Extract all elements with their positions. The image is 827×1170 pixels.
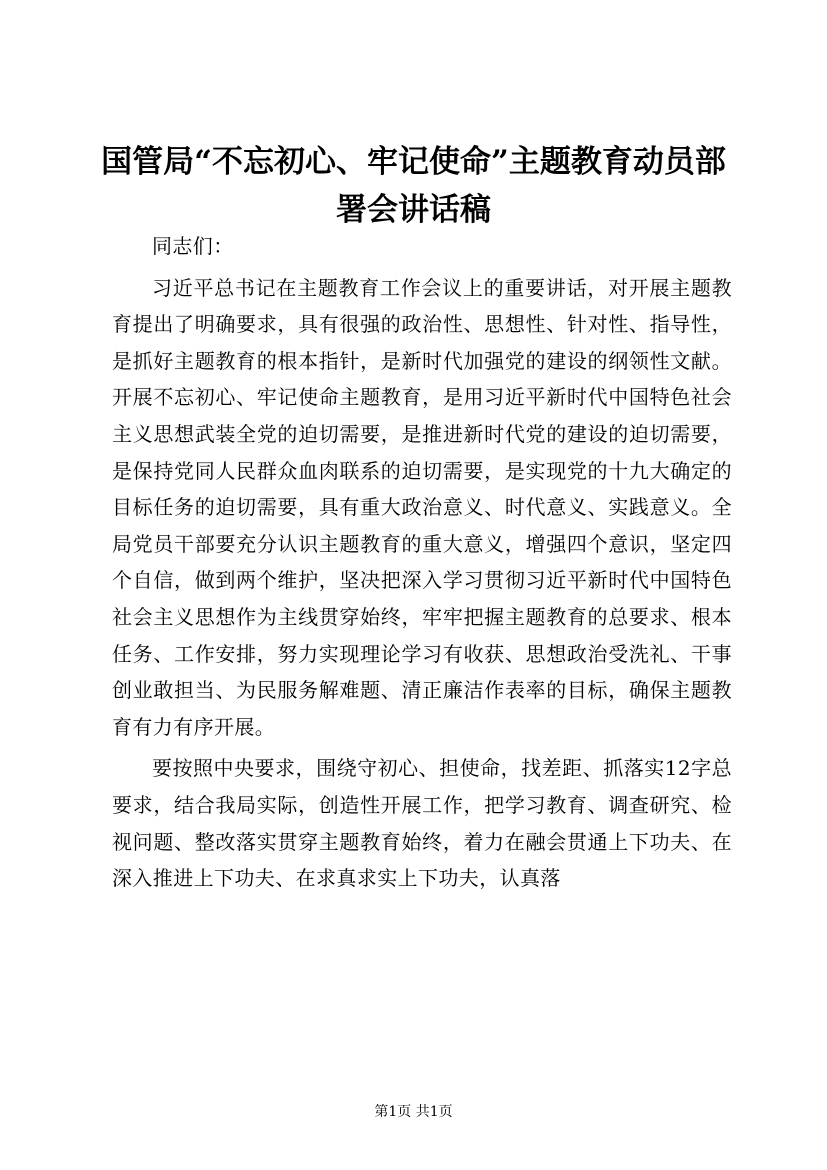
page-footer: 第1页 共1页 [374,1104,453,1120]
paragraph: 习近平总书记在主题教育工作会议上的重要讲话，对开展主题教育提出了明确要求，具有很强的政治性、思想性、针对性、指导性，是抓好主题教育的根本指针，是新时代加强党的建设的纲领性文献。开展不忘初心、牢记使命主题教育，是用习近平新时代中国特色社会主义思想武装全党的迫切需要，是推进新时代党的建设的迫切需要，是保持党同人民群众血肉联系的迫切需要，是实现党的十九大确定的目标任务的迫切需要，具有重大政治意义、时代意义、实践意义。全局党员干部要充分认识主题教育的重大意义，增强四个意识，坚定四个自信，做到两个维护，坚决把深入学习贯彻习近平新时代中国特色社会主义思想作为主线贯穿始终，牢牢把握主题教育的总要求、根本任务、工作安排，努力实现理论学习有收获、思想政治受洗礼、干事创业敢担当、为民服务解难题、清正廉洁作表率的目标，确保主题教育有力有序开展。 [112,275,732,739]
document-title: 国管局“不忘初心、牢记使命”主题教育动员部署会讲话稿 [101,144,726,228]
paragraph: 要按照中央要求，围绕守初心、担使命，找差距、抓落实12字总要求，结合我局实际，创造性开展工作，把学习教育、调查研究、检视问题、整改落实贯穿主题教育始终，着力在融会贯通上下功夫、在深入推进上下功夫、在求真求实上下功夫，认真落 [112,756,732,891]
document-body [112,228,732,897]
greeting-line: 同志们： [152,234,234,258]
